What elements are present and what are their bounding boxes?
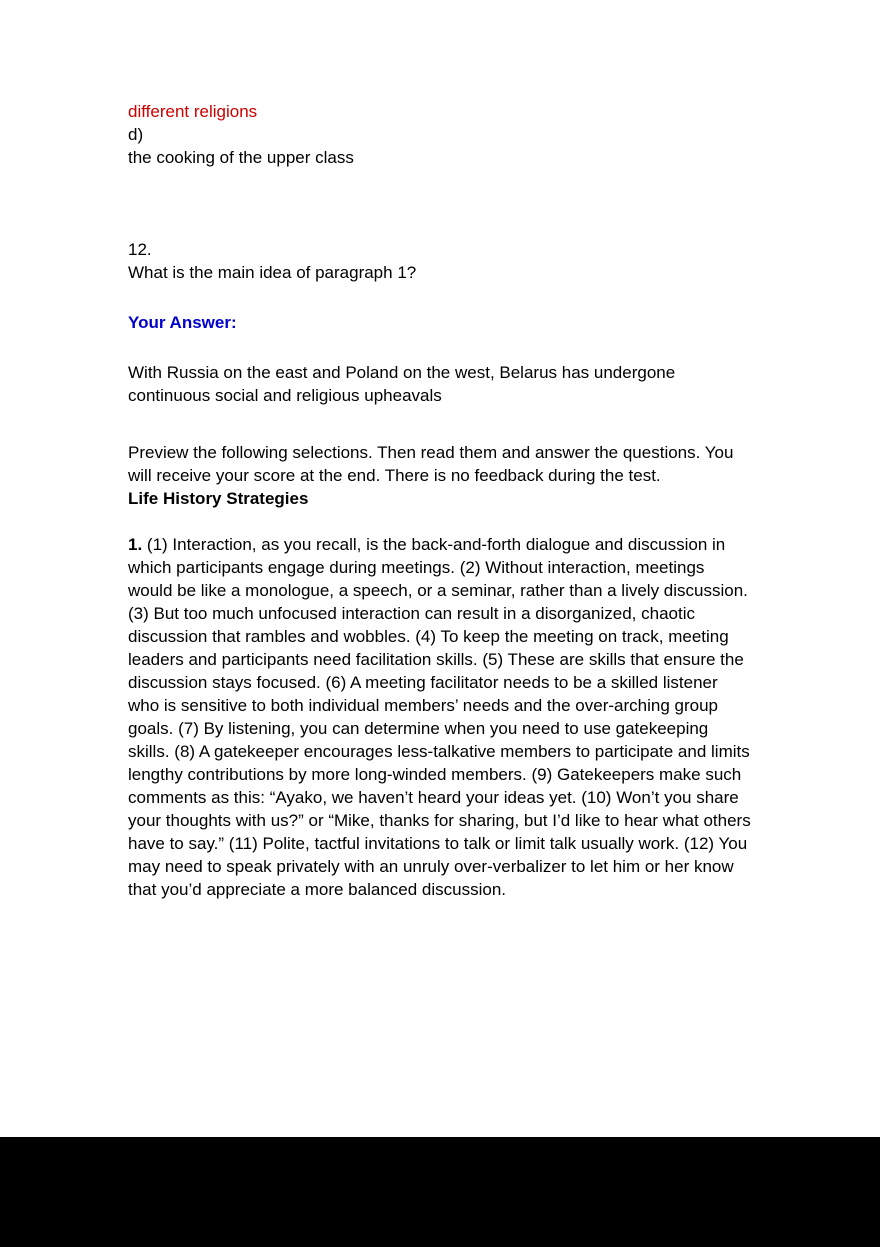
option-d-label: d) (128, 125, 144, 144)
spacer-after-options-2 (128, 215, 753, 238)
spacer-after-options (128, 169, 753, 215)
option-c-text: different religions (128, 102, 258, 121)
footer-bar (0, 1137, 880, 1247)
instructions-text: Preview the following selections. Then read them and answer the questions. You will receive your score at the end. There is no feedback during the test. (128, 443, 734, 485)
passage-text: (1) Interaction, as you recall, is the back-and-forth dialogue and discussion in which participants engage during meetings. (2) Without interaction, meetings would be like a monologue, a speech, or a seminar, rather than a lively discussion. (3) But too much unfocused interaction can result in a disorganized, chaotic discussion that rambles and wobbles. (4) To keep the meeting on track, meeting leaders and participants need facilitation skills. (5) These are skills that ensure the discussion stays focused. (6) A meeting facilitator needs to be a skilled listener who is sensitive to both individual members’ needs and the over-arching group goals. (7) By listening, you can determine when you need to use gatekeeping skills. (8) A gatekeeper encourages less-talkative members to participate and limits lengthy contributions by more long-winded members. (9) Gatekeepers make such comments as this: “Ayako, we haven’t heard your ideas yet. (10) Won’t you share your thoughts with us?” or “Mike, thanks for sharing, but I’d like to hear what others have to say.” (11) Polite, tactful invitations to talk or limit talk usually work. (12) You may need to speak privately with an unruly over-verbalizer to let him or her know that you’d appreciate a more balanced discussion. (128, 535, 751, 899)
spacer-before-instructions-2 (128, 434, 753, 441)
section-title: Life History Strategies (128, 489, 309, 508)
answer-text: With Russia on the east and Poland on the west, Belarus has undergone continuous social and religious upheavals (128, 363, 676, 405)
question-number: 12. (128, 240, 152, 259)
spacer-before-answer-label (128, 284, 753, 311)
document-content (128, 100, 753, 901)
answer-label: Your Answer: (128, 313, 237, 332)
passage-number: 1. (128, 535, 143, 554)
question-text: What is the main idea of paragraph 1? (128, 263, 417, 282)
spacer-before-passage (128, 510, 753, 533)
spacer-before-answer (128, 334, 753, 361)
passage-block (128, 533, 752, 901)
option-d-text: the cooking of the upper class (128, 148, 354, 167)
spacer-before-instructions (128, 407, 753, 434)
